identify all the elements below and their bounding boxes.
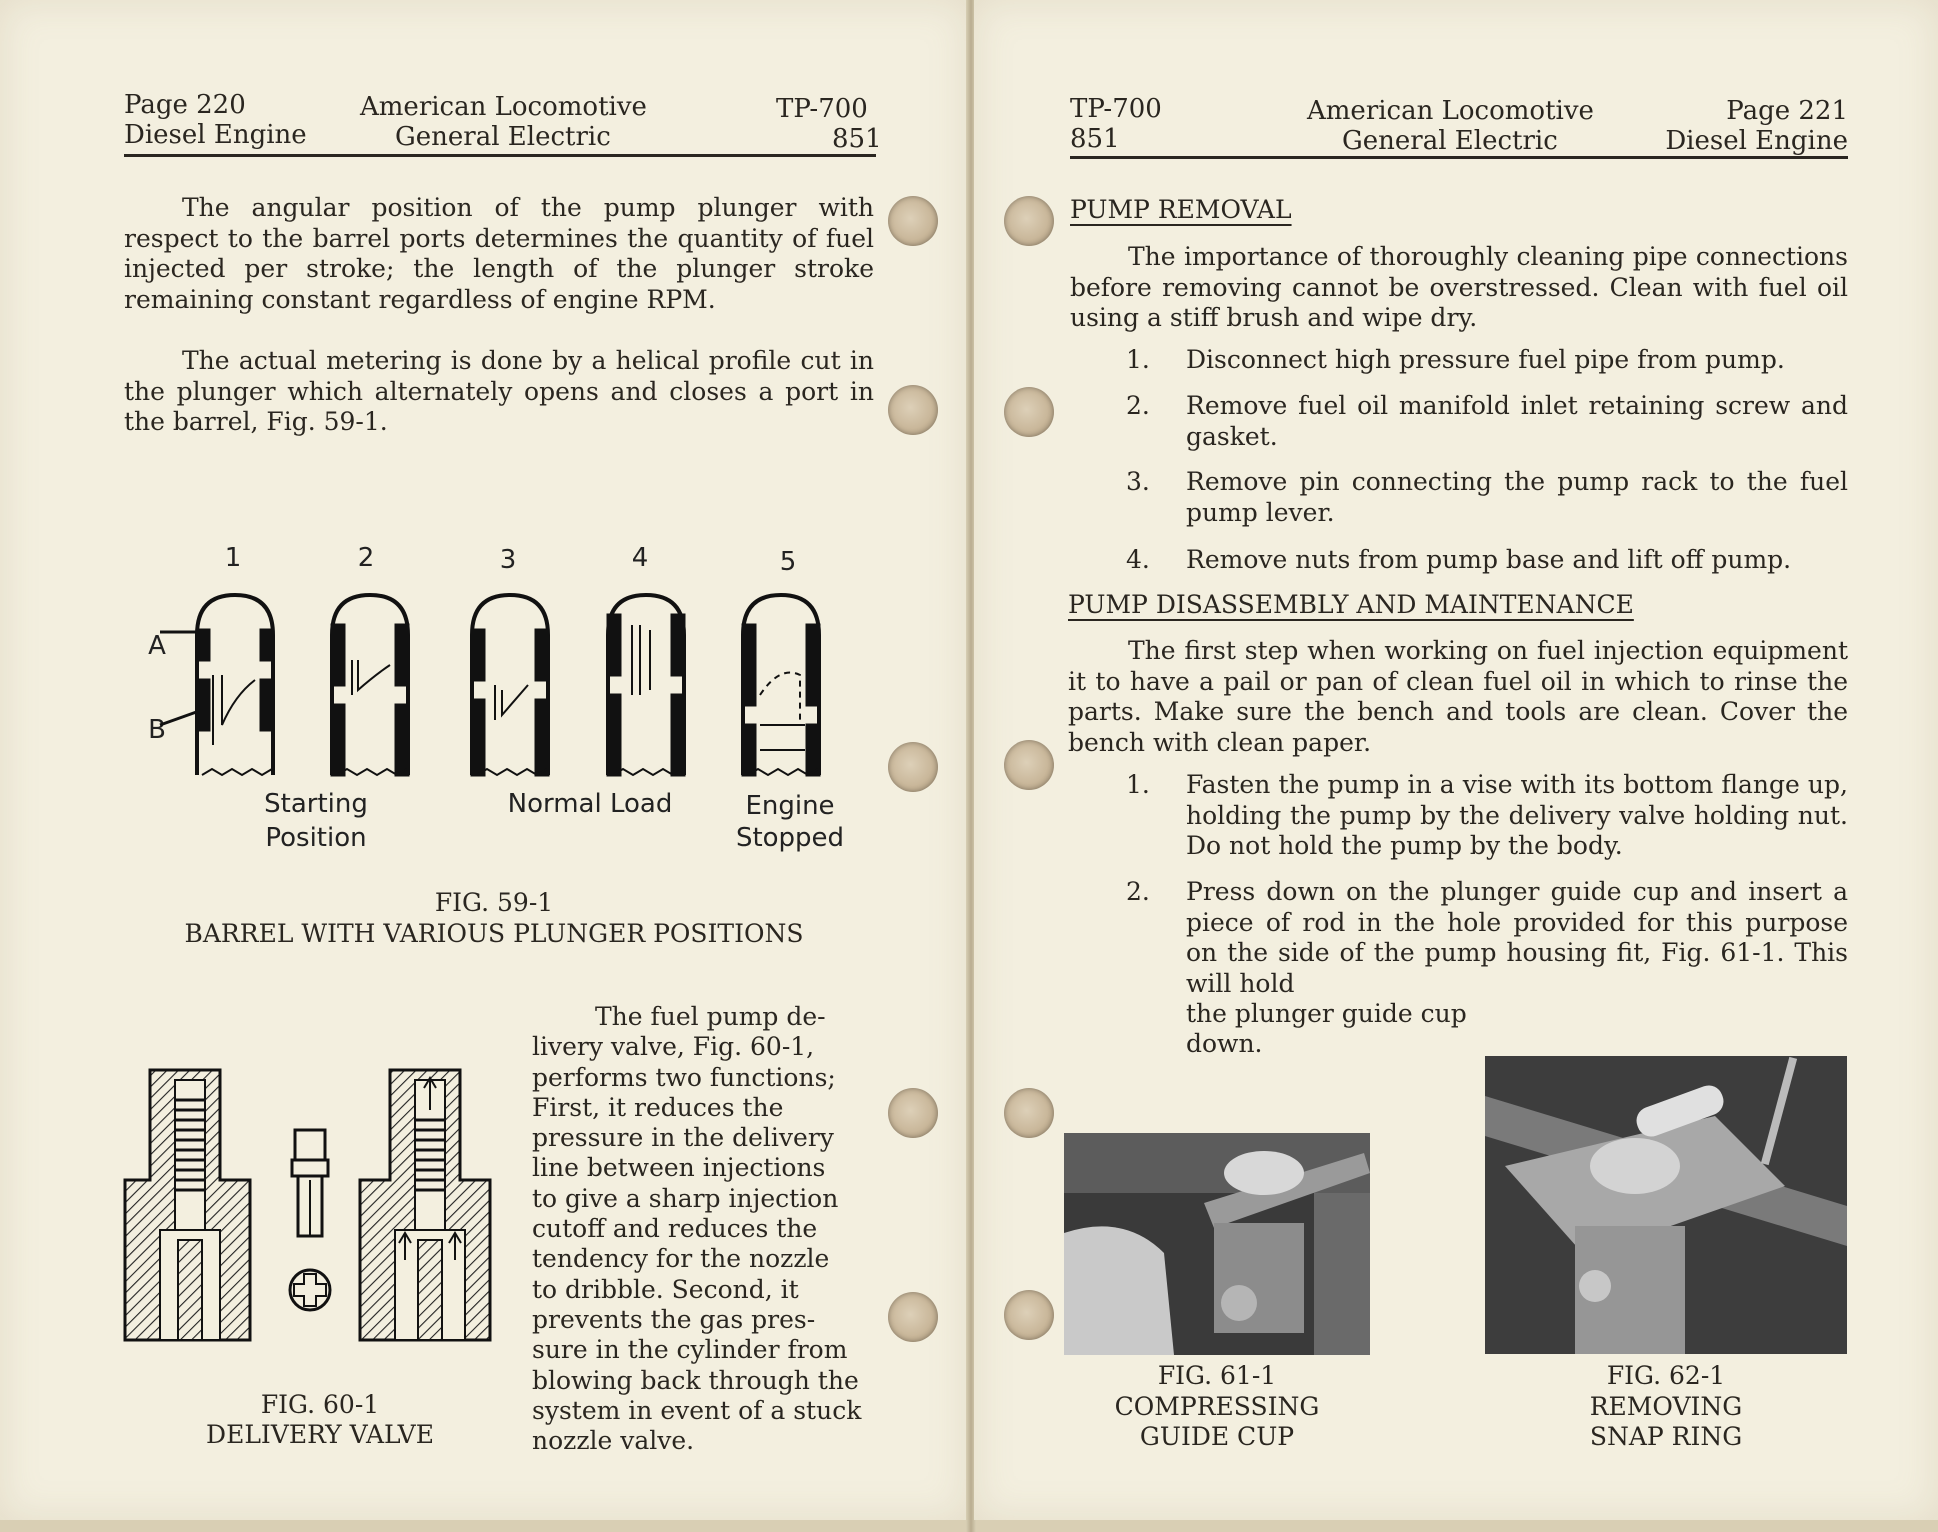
step-text: Press down on the plunger guide cup and insert a piece of rod in the hole provided for this purpose on the side of the pump housing fit, Fig. 61-1. This will hold [1186, 877, 1848, 998]
delivery-text-line: sure in the cylinder from [532, 1335, 848, 1365]
delivery-text-line: livery valve, Fig. 60-1, [532, 1032, 815, 1062]
fig62-photo [1485, 1056, 1847, 1354]
left-section-name: Diesel Engine [124, 120, 307, 150]
delivery-text-line: line between injections [532, 1153, 826, 1183]
binder-hole [1004, 1290, 1054, 1340]
left-company-line1: American Locomotive [360, 92, 647, 122]
step-text: Disconnect high pressure fuel pipe from pump. [1186, 345, 1785, 374]
fig60-delivery-valve-drawing [120, 1060, 505, 1350]
fig61-photo [1064, 1133, 1370, 1355]
step-number: 3. [1126, 467, 1150, 496]
delivery-text-line: pressure in the delivery [532, 1123, 834, 1153]
fig61-caption-line2: GUIDE CUP [1139, 1422, 1295, 1451]
step-number: 2. [1126, 391, 1150, 420]
fig59-label-position: Position [265, 823, 367, 853]
binder-hole [888, 385, 938, 435]
delivery-text-line: nozzle valve. [532, 1426, 695, 1456]
fig61-caption-number: FIG. 61-1 [1157, 1361, 1277, 1390]
right-doc-sub: 851 [1070, 124, 1120, 154]
left-doc-sub: 851 [832, 124, 882, 154]
delivery-text-line: tendency for the nozzle [532, 1244, 830, 1274]
delivery-text-line: cutoff and reduces the [532, 1214, 818, 1244]
delivery-text-line: to give a sharp injection [532, 1183, 839, 1213]
fig60-caption-title: DELIVERY VALVE [206, 1420, 434, 1449]
step-number: 1. [1126, 345, 1150, 374]
fig59-number-5: 5 [779, 547, 797, 577]
left-page [0, 0, 968, 1520]
delivery-text-line: The fuel pump de- [595, 1002, 826, 1031]
fig59-label-stopped: Stopped [735, 823, 845, 853]
binder-hole [888, 742, 938, 792]
fig59-caption-title: BARREL WITH VARIOUS PLUNGER POSITIONS [184, 919, 804, 948]
right-doc-number: TP-700 [1070, 94, 1162, 124]
fig59-label-a: A [148, 631, 166, 661]
step-text: Fasten the pump in a vise with its bottom flange up, holding the pump by the delivery valve holding nut. Do not hold the pump by the body. [1186, 770, 1848, 860]
fig59-number-4: 4 [631, 543, 649, 573]
delivery-text-line: prevents the gas pres- [532, 1304, 816, 1334]
binder-hole [1004, 387, 1054, 437]
left-page-number: Page 220 [124, 90, 246, 120]
pump-disassembly-intro: The first step when working on fuel injection equipment it to have a pail or pan of clean fuel oil in which to rinse the parts. Make sure the bench and tools are clean. Cover the bench with clean paper. [1068, 636, 1848, 757]
delivery-text-line: First, it reduces the [532, 1092, 784, 1122]
right-header-rule [1070, 156, 1848, 159]
step-number: 4. [1126, 545, 1150, 574]
delivery-text-line: performs two functions; [532, 1062, 836, 1092]
pump-removal-heading: PUMP REMOVAL [1070, 195, 1292, 224]
fig60-caption-number: FIG. 60-1 [260, 1390, 380, 1419]
left-doc-number: TP-700 [776, 94, 868, 124]
fig59-label-engine: Engine [745, 791, 835, 821]
binder-hole [888, 1088, 938, 1138]
fig59-label-b: B [148, 715, 166, 745]
binder-hole [888, 1292, 938, 1342]
delivery-text-line: to dribble. Second, it [532, 1274, 799, 1304]
fig61-caption-line1: COMPRESSING [1114, 1392, 1320, 1421]
fig62-caption-line2: SNAP RING [1589, 1422, 1743, 1451]
right-page-number: Page 221 [1726, 96, 1848, 126]
fig62-caption-line1: REMOVING [1589, 1392, 1743, 1421]
delivery-valve-paragraph [532, 1002, 870, 1456]
fig59-label-starting: Starting [264, 789, 368, 819]
step-text: Remove fuel oil manifold inlet retaining screw and gasket. [1186, 391, 1848, 451]
fig59-number-2: 2 [357, 543, 375, 573]
right-section-name: Diesel Engine [1665, 126, 1848, 156]
left-paragraph-2: The actual metering is done by a helical profile cut in the plunger which alternately opens and closes a port in the barrel, Fig. 59-1. [124, 346, 874, 436]
delivery-text-line: blowing back through the [532, 1365, 859, 1395]
left-paragraph-1: The angular position of the pump plunger with respect to the barrel ports determines the quantity of fuel injected per stroke; the length of the plunger stroke remaining constant regardless of engine RPM. [124, 193, 874, 314]
fig59-number-3: 3 [499, 545, 517, 575]
binder-hole [888, 196, 938, 246]
binder-hole [1004, 1088, 1054, 1138]
pump-removal-intro: The importance of thoroughly cleaning pipe connections before removing cannot be overstressed. Clean with fuel oil using a stiff brush and wipe dry. [1070, 242, 1848, 332]
fig62-caption-number: FIG. 62-1 [1606, 1361, 1726, 1390]
pump-disassembly-heading: PUMP DISASSEMBLY AND MAINTENANCE [1068, 590, 1634, 619]
step2-continued-line2: down. [1186, 1029, 1263, 1058]
fig59-label-normal-load: Normal Load [507, 789, 673, 819]
step-number: 1. [1126, 770, 1150, 799]
fig59-caption-number: FIG. 59-1 [434, 888, 554, 917]
binder-hole [1004, 196, 1054, 246]
right-page [974, 0, 1938, 1520]
right-company-line2: General Electric [1342, 126, 1558, 156]
delivery-text-line: system in event of a stuck [532, 1395, 862, 1425]
binder-hole [1004, 740, 1054, 790]
right-company-line1: American Locomotive [1307, 96, 1594, 126]
fig59-number-1: 1 [224, 543, 242, 573]
step-number: 2. [1126, 877, 1150, 906]
fig59-barrel-drawing [140, 585, 840, 785]
left-header-rule [124, 154, 876, 157]
left-company-line2: General Electric [395, 122, 611, 152]
step-text: Remove nuts from pump base and lift off pump. [1186, 545, 1792, 574]
step-text: Remove pin connecting the pump rack to the fuel pump lever. [1186, 467, 1848, 527]
step2-continued-line1: the plunger guide cup [1186, 999, 1467, 1028]
